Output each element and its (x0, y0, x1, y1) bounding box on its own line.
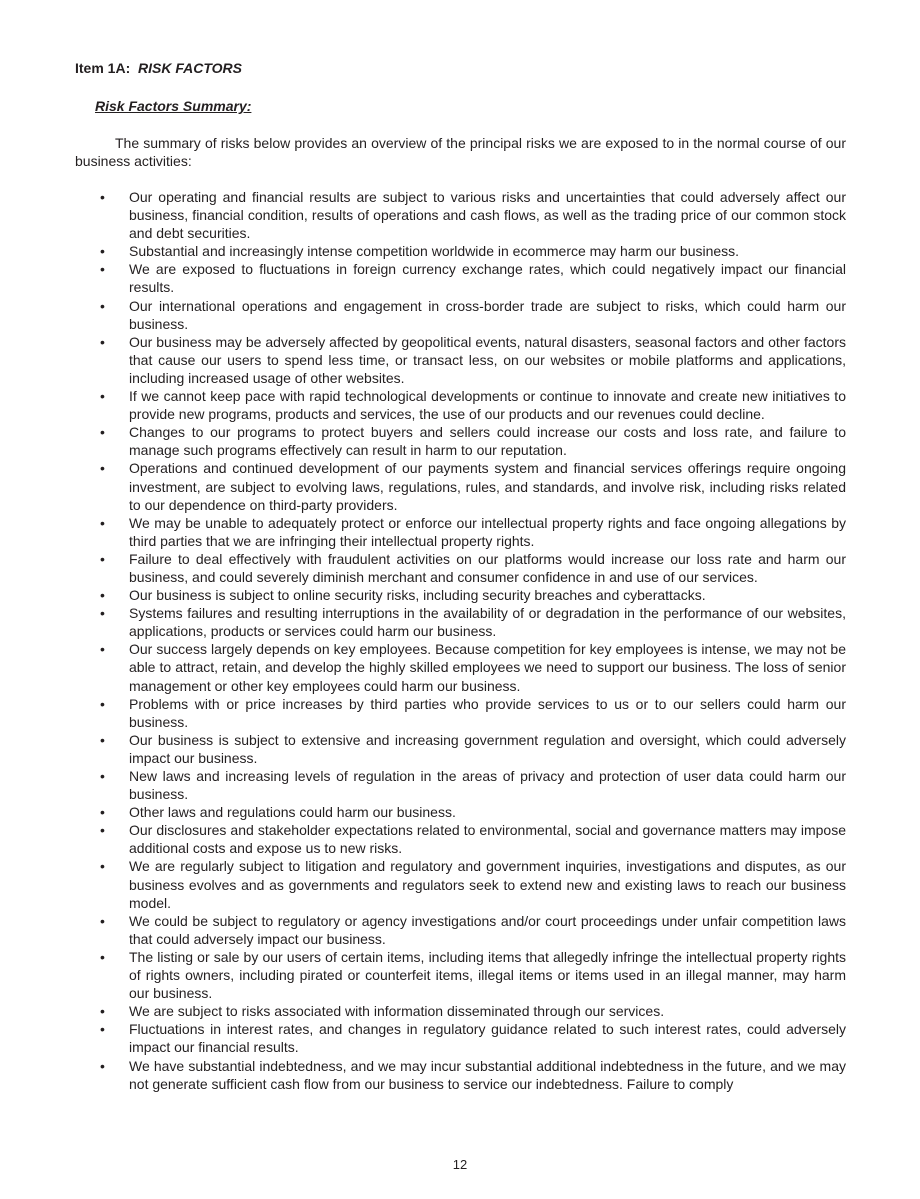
item-heading (75, 60, 846, 77)
bullet-icon: • (100, 550, 105, 567)
risk-item-text: Changes to our programs to protect buyers and sellers could increase our costs and loss rate, and failure to manage such programs effectively can result in harm to our reputation. (129, 424, 846, 459)
bullet-icon: • (100, 297, 105, 314)
bullet-icon: • (100, 695, 105, 712)
risk-item (75, 188, 846, 242)
risk-item (75, 297, 846, 333)
risk-item-text: We are regularly subject to litigation and regulatory and government inquiries, investigations and disputes, as our business evolves and as governments and regulators seek to extend new and existing laws to reach our business model. (129, 858, 846, 911)
risk-item-text: Our business is subject to extensive and increasing government regulation and oversight, which could adversely impact our business. (129, 731, 846, 766)
bullet-icon: • (100, 261, 105, 278)
bullet-icon: • (100, 1021, 105, 1038)
risk-item (75, 1020, 846, 1056)
bullet-icon: • (100, 388, 105, 405)
risk-item-text: The listing or sale by our users of certain items, including items that allegedly infringe the intellectual property rights of rights owners, including pirated or counterfeit items, illegal items or items used in an illegal manner, may harm our business. (129, 948, 846, 1002)
risk-item-text: We could be subject to regulatory or agency investigations and/or court proceedings under unfair competition laws that could adversely impact our business. (129, 912, 846, 947)
risk-item-text: Our disclosures and stakeholder expectations related to environmental, social and governance matters may impose additional costs and expose us to new risks. (129, 822, 846, 857)
risk-item-text: Operations and continued development of our payments system and financial services offerings require ongoing investment, are subject to evolving laws, regulations, rules, and standards, and involve risk, including risks related to our dependence on third-party providers. (129, 460, 846, 513)
bullet-icon: • (100, 424, 105, 441)
risk-item (75, 912, 846, 948)
risk-item-text: Our international operations and engagement in cross-border trade are subject to risks, which could harm our business. (129, 297, 846, 332)
document-page (75, 60, 846, 1093)
risk-item (75, 821, 846, 857)
risk-item-text: Our business is subject to online security risks, including security breaches and cyberattacks. (129, 587, 706, 604)
bullet-icon: • (100, 804, 105, 821)
risk-item-text: We are subject to risks associated with information disseminated through our services. (129, 1003, 665, 1020)
item-title: RISK FACTORS (138, 60, 242, 76)
bullet-icon: • (100, 858, 105, 875)
bullet-icon: • (100, 1003, 105, 1020)
risk-item (75, 333, 846, 387)
bullet-icon: • (100, 731, 105, 748)
risk-item-text: Failure to deal effectively with fraudulent activities on our platforms would increase our loss rate and harm our business, and could severely diminish merchant and consumer confidence in and use of our services. (129, 550, 846, 585)
risk-item-text: Fluctuations in interest rates, and changes in regulatory guidance related to such interest rates, could adversely impact our financial results. (129, 1021, 846, 1056)
bullet-icon: • (100, 1057, 105, 1074)
risk-item (75, 731, 846, 767)
risk-item (75, 948, 846, 1002)
risk-item-text: We may be unable to adequately protect or enforce our intellectual property rights and face ongoing allegations by third parties that we are infringing their intellectual property rights. (129, 514, 846, 549)
risk-item-text: New laws and increasing levels of regulation in the areas of privacy and protection of user data could harm our business. (129, 768, 846, 803)
risk-item (75, 695, 846, 731)
risk-item (75, 803, 846, 821)
bullet-icon: • (100, 948, 105, 965)
intro-paragraph: The summary of risks below provides an overview of the principal risks we are exposed to in the normal course of our business activities: (75, 135, 846, 169)
summary-heading: Risk Factors Summary: (95, 98, 252, 114)
risk-item (75, 586, 846, 604)
bullet-icon: • (100, 822, 105, 839)
bullet-icon: • (100, 514, 105, 531)
bullet-icon: • (100, 587, 105, 604)
risk-item-text: Our operating and financial results are subject to various risks and uncertainties that could adversely affect our business, financial condition, results of operations and cash flows, as well as the trading price of our common stock and debt securities. (129, 189, 846, 242)
bullet-icon: • (100, 460, 105, 477)
item-label: Item 1A: (75, 60, 131, 76)
risk-item (75, 242, 846, 260)
risk-item (75, 1057, 846, 1093)
risk-item (75, 1002, 846, 1020)
risk-item-text: Our business may be adversely affected by geopolitical events, natural disasters, seasonal factors and other factors that cause our users to spend less time, or transact less, on our websites or mobile platforms and applications, including increased usage of other websites. (129, 333, 846, 386)
bullet-icon: • (100, 333, 105, 350)
risk-list (75, 188, 846, 1093)
risk-item (75, 387, 846, 423)
risk-item-text: Systems failures and resulting interruptions in the availability of or degradation in the performance of our websites, applications, products or services could harm our business. (129, 605, 846, 640)
bullet-icon: • (100, 605, 105, 622)
risk-item-text: If we cannot keep pace with rapid technological developments or continue to innovate and create new initiatives to provide new programs, products and services, the use of our products and our revenues could decline. (129, 388, 846, 423)
risk-item-text: We are exposed to fluctuations in foreign currency exchange rates, which could negatively impact our financial results. (129, 261, 846, 296)
risk-item (75, 767, 846, 803)
risk-item-text: Problems with or price increases by third parties who provide services to us or to our sellers could harm our business. (129, 695, 846, 730)
risk-item (75, 423, 846, 459)
bullet-icon: • (100, 641, 105, 658)
risk-item (75, 604, 846, 640)
bullet-icon: • (100, 912, 105, 929)
risk-item-text: Other laws and regulations could harm our business. (129, 804, 456, 821)
bullet-icon: • (100, 189, 105, 205)
risk-item (75, 550, 846, 586)
risk-item (75, 459, 846, 513)
risk-item (75, 260, 846, 296)
bullet-icon: • (100, 243, 105, 260)
risk-item (75, 514, 846, 550)
risk-item-text: Our success largely depends on key employees. Because competition for key employees is intense, we may not be able to attract, retain, and develop the highly skilled employees we need to support our business. The loss of senior management or other key employees could harm our business. (129, 641, 846, 694)
page-number: 12 (452, 1157, 468, 1172)
risk-item-text: Substantial and increasingly intense competition worldwide in ecommerce may harm our business. (129, 243, 740, 260)
risk-item (75, 857, 846, 911)
risk-item (75, 640, 846, 694)
bullet-icon: • (100, 768, 105, 784)
risk-item-text: We have substantial indebtedness, and we may incur substantial additional indebtedness in the future, and we may not generate sufficient cash flow from our business to service our indebtedness. Failure to comply (129, 1057, 846, 1092)
